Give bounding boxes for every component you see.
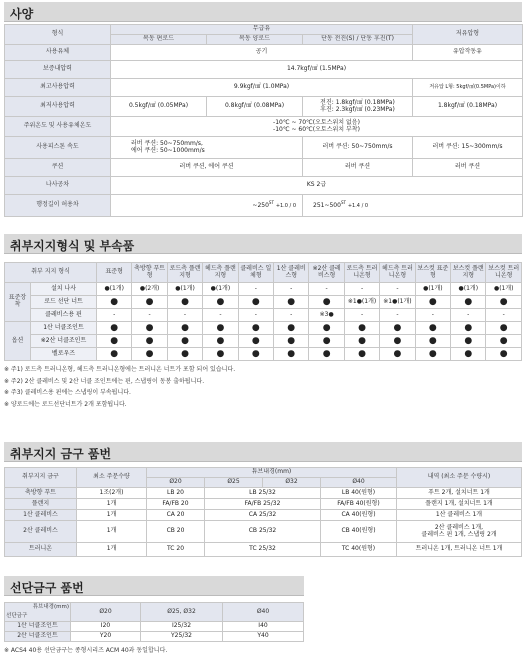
spec-sub-both: 복동 양로드 <box>207 35 303 45</box>
tip-header-name: 선단금구 <box>6 613 28 619</box>
spec-cell: 유압작동유 <box>413 45 523 61</box>
mount-note: ※ 주2) 2산 클레비스 및 2산 너클 조인트에는 핀, 스냅링이 동봉 출하됩니다. <box>4 377 205 385</box>
mount-cell: ※1●(1개) <box>380 296 415 309</box>
mount-cell: - <box>451 309 486 322</box>
parts-cell: 1개 <box>77 499 147 510</box>
spec-cell-line: -10℃ ~ 60℃(오토스위치 부착) <box>273 125 360 133</box>
mount-cell: ● <box>451 335 486 348</box>
mount-note: ※ 주3) 클레비스용 핀에는 스냅링이 부속됩니다. <box>4 389 131 396</box>
mount-cell: ● <box>167 348 202 361</box>
mount-col-header: 헤드측 트러니온형 <box>380 263 415 283</box>
parts-header-qty: 최소 주문수량 <box>77 468 147 488</box>
spec-header-mode: 형식 <box>5 25 111 45</box>
mount-col-header: 보스컷 플랜지형 <box>451 263 486 283</box>
tip-cell: I40 <box>223 622 304 632</box>
spec-cell: 러버 쿠션 <box>303 159 413 177</box>
mount-cell: ● <box>415 296 450 309</box>
mount-cell: ●(1개) <box>451 283 486 296</box>
parts-header-detail: 내역 (최소 주문 수량시) <box>397 468 522 488</box>
mount-table <box>4 262 522 361</box>
spec-cell: 저유압 L형: 5kgf/㎠(0.5MPa)이하 <box>413 79 523 97</box>
mount-cell: ● <box>238 296 273 309</box>
mount-cell: ● <box>380 348 415 361</box>
spec-cell: 러버 쿠션: 50~750mm/s <box>303 137 413 159</box>
spec-cell-line: 후진: 2.3kgf/㎠ (0.23MPa) <box>320 105 395 113</box>
mount-cell: ● <box>486 335 522 348</box>
spec-cell: 14.7kgf/㎠ (1.5MPa) <box>111 61 523 79</box>
mount-col-header: 보스컷 트러니온형 <box>486 263 522 283</box>
spec-cell <box>303 195 523 217</box>
mount-cell: ● <box>380 335 415 348</box>
parts-cell: 1개 <box>77 510 147 521</box>
mount-cell: ● <box>309 348 344 361</box>
spec-row-label: 사용피스톤 속도 <box>5 137 111 159</box>
stroke-range-1: ~250 <box>252 202 269 210</box>
parts-bore-col: Ø25 <box>205 478 263 488</box>
mount-cell: ● <box>274 322 309 335</box>
tip-row-name: 1산 너클조인트 <box>5 622 71 632</box>
parts-bore-col: Ø32 <box>263 478 321 488</box>
mount-cell: ● <box>486 296 522 309</box>
spec-row-label: 행정길이 허용차 <box>5 195 111 217</box>
spec-cell-line: -10℃ ~ 70℃(오토스위치 없음) <box>273 118 360 126</box>
parts-cell: 플랜지 1개, 설치너트 1개 <box>397 499 522 510</box>
stroke-sup-1: ST <box>268 200 274 206</box>
mount-col-header: 1산 클레비스형 <box>274 263 309 283</box>
parts-detail-line: 2산 클레비스 1개, <box>434 523 484 531</box>
mount-cell: - <box>274 283 309 296</box>
mount-note: ※ 주1) 로드측 트러니온형, 헤드측 트러니온형에는 트러니온 너트가 포함 되어 있습니다. <box>4 366 236 373</box>
tip-cell: Y25/32 <box>141 632 223 642</box>
parts-cell: TC 25/32 <box>205 543 321 557</box>
parts-cell: FA/FB 40(원형) <box>321 499 397 510</box>
tip-section <box>4 576 304 657</box>
spec-section <box>4 2 522 217</box>
mount-cell: - <box>274 309 309 322</box>
parts-cell: TC 40(원형) <box>321 543 397 557</box>
mount-cell: ● <box>238 335 273 348</box>
parts-cell: CB 40(원형) <box>321 521 397 543</box>
mount-cell: ●(2개) <box>132 283 167 296</box>
mount-cell: - <box>309 283 344 296</box>
spec-cell <box>111 195 303 217</box>
stroke-tol-2: +1.4 / 0 <box>347 203 369 210</box>
mount-cell: ● <box>132 322 167 335</box>
spec-row-label: 나사공차 <box>5 177 111 195</box>
mount-cell: - <box>238 283 273 296</box>
mount-cell: ●(1개) <box>97 283 132 296</box>
parts-cell: LB 25/32 <box>205 488 321 499</box>
parts-cell: 트러니온 1개, 트러니온 너트 1개 <box>397 543 522 557</box>
mount-notes <box>4 364 522 410</box>
mount-row-label: 설치 나사 <box>31 283 97 296</box>
mount-row-label: 1산 너클조인트 <box>31 322 97 335</box>
tip-col-header: Ø40 <box>223 603 304 622</box>
mount-cell: ● <box>274 348 309 361</box>
spec-sub-double: 복동 편로드 <box>111 35 207 45</box>
mount-cell: ● <box>203 348 238 361</box>
spec-row-label: 사용유체 <box>5 45 111 61</box>
parts-cell: FA/FB 20 <box>147 499 205 510</box>
mount-cell: - <box>344 283 379 296</box>
mount-cell: ● <box>203 296 238 309</box>
mount-row-label: 로드 선단 너트 <box>31 296 97 309</box>
parts-cell: CB 20 <box>147 521 205 543</box>
parts-title-bar <box>4 442 522 462</box>
spec-cell: 공기 <box>111 45 413 61</box>
spec-cell: 9.9kgf/㎠ (1.0MPa) <box>111 79 413 97</box>
parts-cell: LB 40(원형) <box>321 488 397 499</box>
tip-cell: Y40 <box>223 632 304 642</box>
tip-cell: Y20 <box>71 632 141 642</box>
mount-cell: ● <box>309 335 344 348</box>
mount-cell: - <box>380 309 415 322</box>
parts-cell: LB 20 <box>147 488 205 499</box>
spec-cell: 러버 쿠션 <box>413 159 523 177</box>
parts-cell: TC 20 <box>147 543 205 557</box>
mount-cell: ● <box>451 296 486 309</box>
mount-section <box>4 234 522 410</box>
mount-cell: ● <box>415 348 450 361</box>
mount-cell: ● <box>344 335 379 348</box>
parts-header-bore: 튜브내경(mm) <box>147 468 397 478</box>
mount-cell: ● <box>415 322 450 335</box>
mount-cell: ● <box>486 348 522 361</box>
mount-cell: - <box>203 309 238 322</box>
spec-cell: 러버 쿠션, 에어 쿠션 <box>111 159 303 177</box>
mount-row-label: ※2산 너클조인트 <box>31 335 97 348</box>
spec-cell-line: 러버 쿠션: 50~750mm/s, <box>131 139 203 147</box>
mount-cell: ※1●(1개) <box>344 296 379 309</box>
spec-table <box>4 24 523 217</box>
tip-table <box>4 602 304 642</box>
mount-title-bar <box>4 234 522 254</box>
mount-cell: ● <box>132 348 167 361</box>
mount-cell: ● <box>380 322 415 335</box>
mount-cell: - <box>238 309 273 322</box>
mount-cell: ●(1개) <box>415 283 450 296</box>
tip-cell: I20 <box>71 622 141 632</box>
mount-cell: ● <box>97 335 132 348</box>
parts-cell: 1개 <box>77 543 147 557</box>
spec-header-lowfriction: 저유압형 <box>413 25 523 45</box>
parts-cell <box>397 521 522 543</box>
mount-cell: ● <box>132 335 167 348</box>
parts-table <box>4 467 522 557</box>
mount-col-header: ※2산 클레비스형 <box>309 263 344 283</box>
mount-cell: ● <box>167 322 202 335</box>
parts-row-name: 1산 클레비스 <box>5 510 77 521</box>
mount-cell: ● <box>97 348 132 361</box>
spec-cell <box>111 137 303 159</box>
tip-title-bar <box>4 576 304 596</box>
mount-col-header: 표준형 <box>97 263 132 283</box>
tip-note: ※ ACS4 40용 선단금구는 종형시리즈 ACM 40과 동일합니다. <box>4 647 168 654</box>
tip-cell: I25/32 <box>141 622 223 632</box>
spec-row-label: 보증내압력 <box>5 61 111 79</box>
tip-col-header: Ø25, Ø32 <box>141 603 223 622</box>
mount-col-header: 보스컷 표준형 <box>415 263 450 283</box>
spec-header-oilless: 무급유 <box>111 25 413 35</box>
parts-header-name: 취부지지 금구 <box>5 468 77 488</box>
mount-cell: ● <box>97 322 132 335</box>
parts-cell: 1산 클레비스 1개 <box>397 510 522 521</box>
mount-title: 취부지지형식 및 부속품 <box>10 239 135 253</box>
mount-cell: ● <box>167 335 202 348</box>
spec-cell-line: 전진: 1.8kgf/㎠ (0.18MPa) <box>320 98 395 106</box>
spec-sub-single: 단동 전진(S) / 단동 후진(T) <box>303 35 413 45</box>
parts-bore-col: Ø20 <box>147 478 205 488</box>
mount-cell: - <box>415 309 450 322</box>
spec-title-bar <box>4 2 522 22</box>
parts-detail-line: 클레비스 핀 1개, 스냅링 2개 <box>421 530 497 538</box>
parts-cell: CA 40(원형) <box>321 510 397 521</box>
mount-cell: ● <box>451 322 486 335</box>
spec-cell-line: 에어 쿠션: 50~1000mm/s <box>131 146 205 154</box>
spec-row-label: 주위온도 및 사용유체온도 <box>5 117 111 137</box>
mount-row-label: 벨로우즈 <box>31 348 97 361</box>
stroke-range-2: 251~500 <box>313 202 341 210</box>
spec-cell: 0.5kgf/㎠ (0.05MPa) <box>111 97 207 117</box>
mount-cell: ※3● <box>309 309 344 322</box>
mount-cell: ● <box>238 322 273 335</box>
spec-cell: 러버 쿠션: 15~300mm/s <box>413 137 523 159</box>
parts-cell: FA/FB 25/32 <box>205 499 321 510</box>
parts-bore-col: Ø40 <box>321 478 397 488</box>
tip-title: 선단금구 품번 <box>10 581 84 595</box>
mount-cell: - <box>344 309 379 322</box>
mount-cell: ● <box>344 322 379 335</box>
spec-cell <box>111 117 523 137</box>
mount-cell: - <box>97 309 132 322</box>
mount-cell: ● <box>309 296 344 309</box>
mount-note: ※ 양로드에는 로드선단너트가 2개 포함됩니다. <box>4 400 127 408</box>
mount-cell: ● <box>203 335 238 348</box>
mount-cell: ● <box>486 322 522 335</box>
mount-row-label: 클레비스용 핀 <box>31 309 97 322</box>
spec-cell <box>303 97 413 117</box>
tip-header-diag <box>5 603 71 622</box>
tip-notes <box>4 645 304 657</box>
mount-cell: ●(1개) <box>203 283 238 296</box>
mount-cell: ● <box>451 348 486 361</box>
mount-group-standard: 표준장착 <box>5 283 31 322</box>
mount-col-header: 로드측 트러니온형 <box>344 263 379 283</box>
spec-row-label: 최고사용압력 <box>5 79 111 97</box>
mount-group-option: 옵션 <box>5 322 31 361</box>
mount-cell: ● <box>344 348 379 361</box>
mount-cell: ● <box>309 322 344 335</box>
spec-row-label: 쿠션 <box>5 159 111 177</box>
tip-row-name: 2산 너클조인트 <box>5 632 71 642</box>
stroke-tol-1: +1.0 / 0 <box>275 203 296 210</box>
parts-cell: CA 25/32 <box>205 510 321 521</box>
mount-cell: ●(1개) <box>486 283 522 296</box>
parts-cell: CA 20 <box>147 510 205 521</box>
mount-col-header: 로드측 플랜지형 <box>167 263 202 283</box>
mount-cell: - <box>132 309 167 322</box>
mount-cell: - <box>486 309 522 322</box>
parts-row-name: 2산 클레비스 <box>5 521 77 543</box>
mount-cell: ● <box>167 296 202 309</box>
mount-col-header: 클레비스 일체형 <box>238 263 273 283</box>
mount-cell: ● <box>274 335 309 348</box>
parts-row-name: 축방향 푸트 <box>5 488 77 499</box>
spec-row-label: 최저사용압력 <box>5 97 111 117</box>
spec-cell: 1.8kgf/㎠ (0.18MPa) <box>413 97 523 117</box>
parts-title: 취부지지 금구 품번 <box>10 447 112 461</box>
tip-header-bore: 튜브내경(mm) <box>32 604 69 610</box>
mount-cell: ● <box>203 322 238 335</box>
parts-cell: 1개 <box>77 521 147 543</box>
mount-col-header: 헤드측 플랜지형 <box>203 263 238 283</box>
parts-row-name: 트러니온 <box>5 543 77 557</box>
mount-cell: ● <box>97 296 132 309</box>
mount-cell: ●(1개) <box>167 283 202 296</box>
mount-header-type: 취부 지지 형식 <box>5 263 97 283</box>
parts-section <box>4 442 522 557</box>
spec-cell: 0.8kgf/㎠ (0.08MPa) <box>207 97 303 117</box>
parts-cell: 1조(2개) <box>77 488 147 499</box>
parts-cell: CB 25/32 <box>205 521 321 543</box>
mount-cell: - <box>167 309 202 322</box>
spec-cell: KS 2급 <box>111 177 523 195</box>
spec-title: 사양 <box>10 7 34 21</box>
mount-cell: ● <box>274 296 309 309</box>
stroke-sup-2: ST <box>340 200 346 206</box>
mount-cell: - <box>380 283 415 296</box>
mount-col-header: 축방향 푸트형 <box>132 263 167 283</box>
mount-cell: ● <box>238 348 273 361</box>
parts-cell: 푸트 2개, 설치너트 1개 <box>397 488 522 499</box>
parts-row-name: 플랜지 <box>5 499 77 510</box>
tip-col-header: Ø20 <box>71 603 141 622</box>
mount-cell: ● <box>415 335 450 348</box>
mount-cell: ● <box>132 296 167 309</box>
